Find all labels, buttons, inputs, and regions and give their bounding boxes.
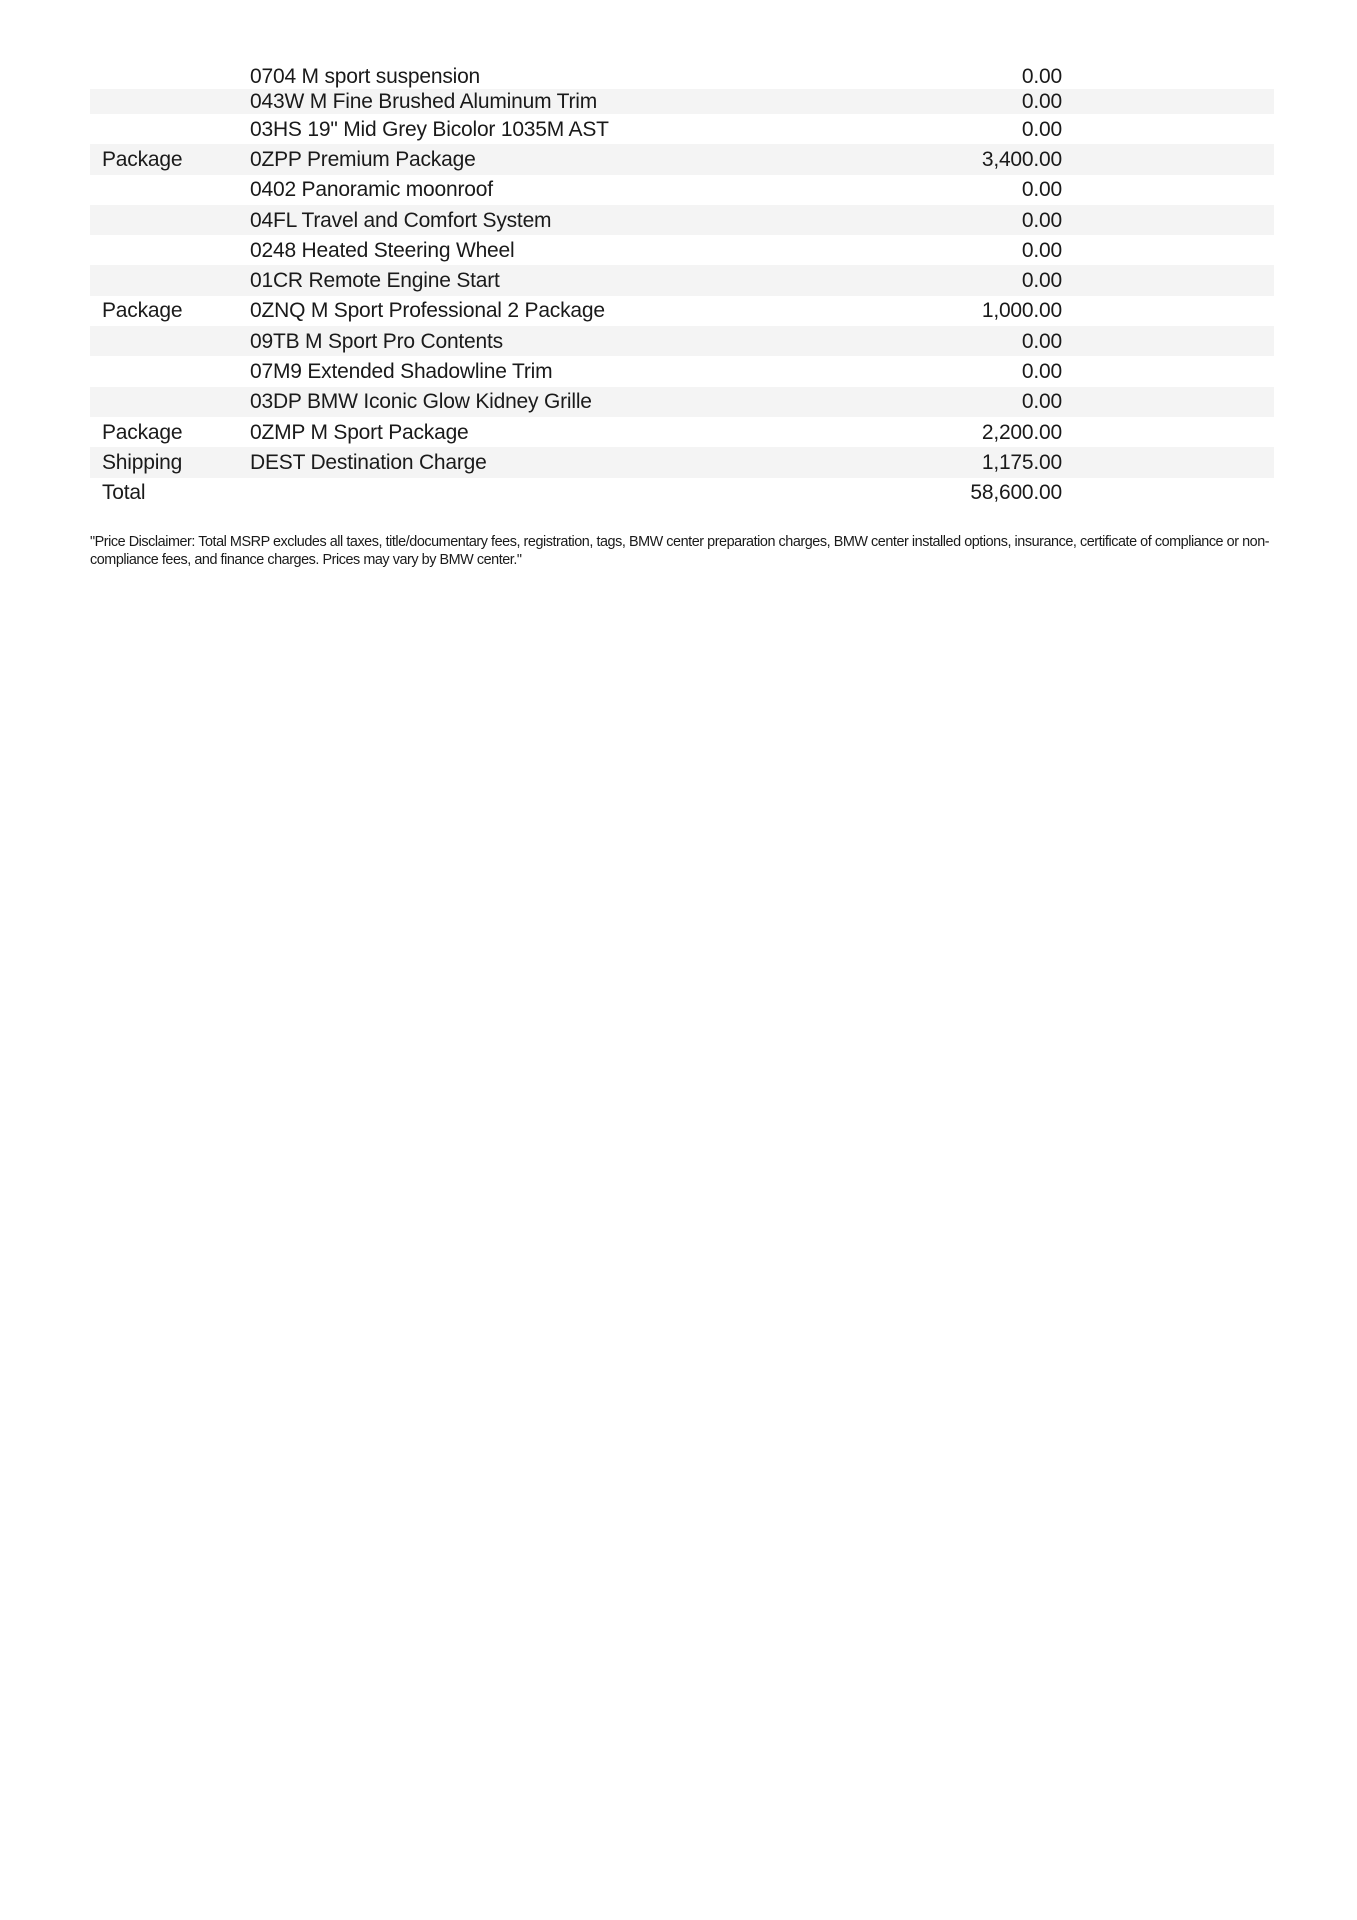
- row-description: 043W M Fine Brushed Aluminum Trim: [250, 90, 598, 113]
- row-description: DEST Destination Charge: [250, 450, 487, 474]
- table-row: [90, 417, 1274, 447]
- row-category: [90, 175, 250, 205]
- row-description: 0ZMP M Sport Package: [250, 420, 469, 444]
- total-price: 58,600.00: [970, 481, 1062, 505]
- row-category: Package: [102, 420, 183, 444]
- row-spacer: [1062, 235, 1274, 265]
- price-breakdown-table: [90, 64, 1274, 508]
- row-description: [250, 478, 850, 508]
- table-row: [90, 296, 1274, 326]
- row-price: 0.00: [1021, 390, 1062, 414]
- row-description: 01CR Remote Engine Start: [250, 269, 500, 293]
- price-disclaimer: "Price Disclaimer: Total MSRP excludes all taxes, title/documentary fees, registration, tags, BMW center preparation charges, BMW center installed options, insurance, certificate of compliance or non-compliance fees, and finance charges. Prices may vary by BMW center.": [90, 534, 1270, 568]
- row-price: 0.00: [1021, 178, 1062, 202]
- table-row: [90, 175, 1274, 205]
- row-description: 0402 Panoramic moonroof: [250, 178, 493, 202]
- row-description: 03HS 19" Mid Grey Bicolor 1035M AST: [250, 117, 609, 141]
- row-category: [90, 205, 250, 235]
- row-description: 09TB M Sport Pro Contents: [250, 329, 503, 353]
- row-spacer: [1062, 265, 1274, 295]
- row-price: 0.00: [1021, 208, 1062, 232]
- row-price: 0.00: [1021, 360, 1062, 384]
- row-spacer: [1062, 296, 1274, 326]
- row-spacer: [1062, 326, 1274, 356]
- row-spacer: [1062, 89, 1274, 114]
- row-spacer: [1062, 387, 1274, 417]
- table-row: [90, 89, 1274, 114]
- row-description: 04FL Travel and Comfort System: [250, 208, 552, 232]
- row-spacer: [1062, 417, 1274, 447]
- row-category: [90, 265, 250, 295]
- row-category: [90, 387, 250, 417]
- row-price: 0.00: [1021, 329, 1062, 353]
- row-spacer: [1062, 447, 1274, 477]
- table-row: [90, 114, 1274, 144]
- row-price: 1,175.00: [981, 450, 1062, 474]
- row-price: 1,000.00: [981, 299, 1062, 323]
- total-label: Total: [102, 481, 146, 505]
- row-spacer: [1062, 356, 1274, 386]
- price-breakdown-body: [90, 64, 1274, 508]
- row-category: [90, 235, 250, 265]
- table-row: [90, 447, 1274, 477]
- row-description: 0704 M sport suspension: [250, 65, 481, 88]
- table-row: [90, 235, 1274, 265]
- row-category: [90, 326, 250, 356]
- row-category: Shipping: [102, 450, 183, 474]
- row-category: [90, 89, 250, 114]
- table-row: [90, 326, 1274, 356]
- row-price: 0.00: [1021, 117, 1062, 141]
- table-row: [90, 144, 1274, 174]
- row-description: 0ZPP Premium Package: [250, 147, 476, 171]
- row-category: [90, 356, 250, 386]
- row-spacer: [1062, 64, 1274, 89]
- row-price: 0.00: [1021, 90, 1062, 113]
- row-category: [90, 64, 250, 89]
- row-price: 0.00: [1021, 269, 1062, 293]
- row-category: Package: [102, 299, 183, 323]
- table-row: [90, 64, 1274, 89]
- row-price: 0.00: [1021, 65, 1062, 88]
- row-description: 0248 Heated Steering Wheel: [250, 238, 515, 262]
- table-row: [90, 356, 1274, 386]
- row-spacer: [1062, 175, 1274, 205]
- row-category: [90, 114, 250, 144]
- row-description: 03DP BMW Iconic Glow Kidney Grille: [250, 390, 592, 414]
- row-spacer: [1062, 114, 1274, 144]
- row-spacer: [1062, 144, 1274, 174]
- row-spacer: [1062, 478, 1274, 508]
- row-price: 0.00: [1021, 238, 1062, 262]
- row-spacer: [1062, 205, 1274, 235]
- table-row: [90, 387, 1274, 417]
- table-row: [90, 205, 1274, 235]
- row-description: 07M9 Extended Shadowline Trim: [250, 360, 553, 384]
- row-category: Package: [102, 147, 183, 171]
- row-description: 0ZNQ M Sport Professional 2 Package: [250, 299, 605, 323]
- table-row: [90, 265, 1274, 295]
- total-row: [90, 478, 1274, 508]
- row-price: 2,200.00: [981, 420, 1062, 444]
- row-price: 3,400.00: [981, 147, 1062, 171]
